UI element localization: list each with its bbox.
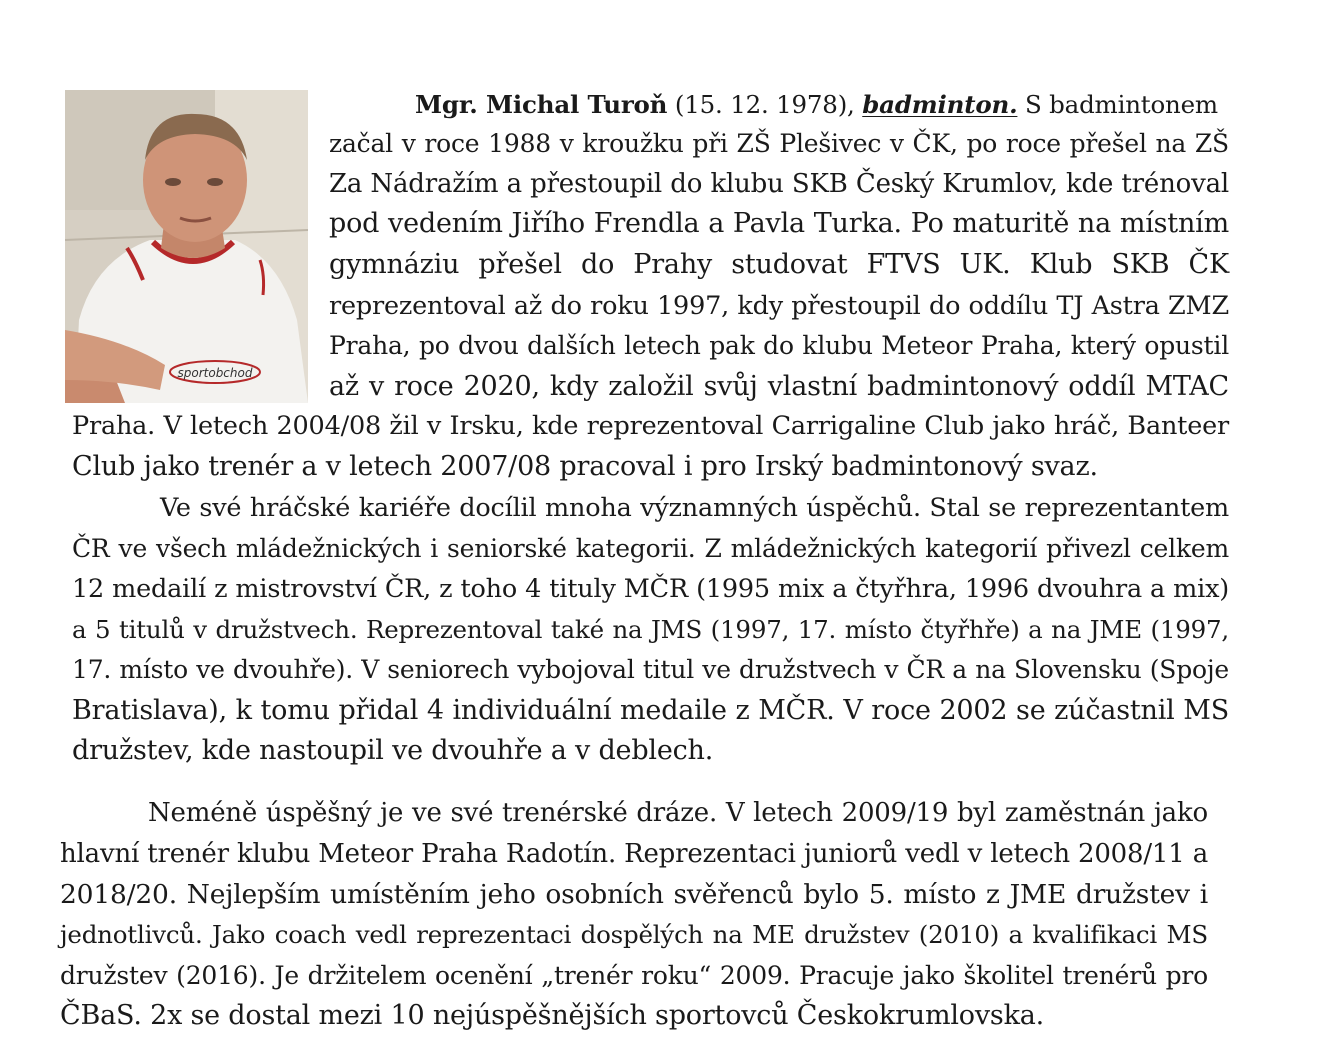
paragraph-1-line: Praha. V letech 2004/08 žil v Irsku, kde reprezentoval Carrigaline Club jako hráč, Banteer <box>72 411 1229 441</box>
bio-intro-line <box>415 88 1230 122</box>
shirt-logo-text: sportobchod <box>177 366 253 380</box>
paragraph-2-line: 12 medailí z mistrovství ČR, z toho 4 tituly MČR (1995 mix a čtyřhra, 1996 dvouhra a mix) <box>72 574 1229 604</box>
intro-rest: S badmintonem <box>1017 90 1218 119</box>
paragraph-2-line: Ve své hráčské kariéře docílil mnoha významných úspěchů. Stal se reprezentantem <box>160 493 1229 523</box>
paragraph-1-line: až v roce 2020, kdy založil svůj vlastní badmintonový oddíl MTAC <box>329 371 1229 402</box>
paragraph-1-line: Za Nádražím a přestoupil do klubu SKB Český Krumlov, kde trénoval <box>329 169 1229 199</box>
paragraph-3-line: 2018/20. Nejlepším umístěním jeho osobních svěřenců bylo 5. místo z JME družstev i <box>60 879 1208 910</box>
portrait-photo <box>65 90 308 403</box>
paragraph-1-line: Praha, po dvou dalších letech pak do klubu Meteor Praha, který opustil <box>329 331 1229 360</box>
portrait-illustration <box>65 90 308 403</box>
paragraph-2-line: ČR ve všech mládežnických i seniorské kategorii. Z mládežnických kategorií přivezl celkem <box>72 534 1229 563</box>
paragraph-1-line: reprezentoval až do roku 1997, kdy přestoupil do oddílu TJ Astra ZMZ <box>329 291 1229 321</box>
paragraph-3-line: Neméně úspěšný je ve své trenérské dráze. V letech 2009/19 byl zaměstnán jako <box>148 798 1208 828</box>
paragraph-3-line: ČBaS. 2x se dostal mezi 10 nejúspěšnějších sportovců Českokrumlovska. <box>60 1000 1045 1031</box>
paragraph-3-line: jednotlivců. Jako coach vedl reprezentaci dospělých na ME družstev (2010) a kvalifikaci MS <box>60 920 1208 949</box>
paragraph-1-line: gymnáziu přešel do Prahy studovat FTVS UK. Klub SKB ČK <box>329 249 1229 280</box>
birth-date: (15. 12. 1978), <box>667 90 863 119</box>
paragraph-2-line: družstev, kde nastoupil ve dvouhře a v deblech. <box>72 735 714 766</box>
person-name: Mgr. Michal Turoň <box>415 90 668 119</box>
paragraph-2-line: 17. místo ve dvouhře). V seniorech vybojoval titul ve družstvech v ČR a na Slovensku (Spoje <box>72 655 1229 684</box>
paragraph-1-line: Club jako trenér a v letech 2007/08 pracoval i pro Irský badmintonový svaz. <box>72 451 1098 482</box>
paragraph-2-line: a 5 titulů v družstvech. Reprezentoval také na JMS (1997, 17. místo čtyřhře) a na JME (1997, <box>72 615 1229 644</box>
paragraph-3-line: hlavní trenér klubu Meteor Praha Radotín. Reprezentaci juniorů vedl v letech 2008/11 a <box>60 839 1208 869</box>
paragraph-1-line: pod vedením Jiřího Frendla a Pavla Turka. Po maturitě na místním <box>329 208 1229 239</box>
sport-name: badminton. <box>862 90 1018 119</box>
paragraph-2-line: Bratislava), k tomu přidal 4 individuální medaile z MČR. V roce 2002 se zúčastnil MS <box>72 695 1229 726</box>
paragraph-3-line: družstev (2016). Je držitelem ocenění „trenér roku“ 2009. Pracuje jako školitel trenérů pro <box>60 961 1208 990</box>
paragraph-1-line: začal v roce 1988 v kroužku při ZŠ Plešivec v ČK, po roce přešel na ZŠ <box>329 129 1229 158</box>
